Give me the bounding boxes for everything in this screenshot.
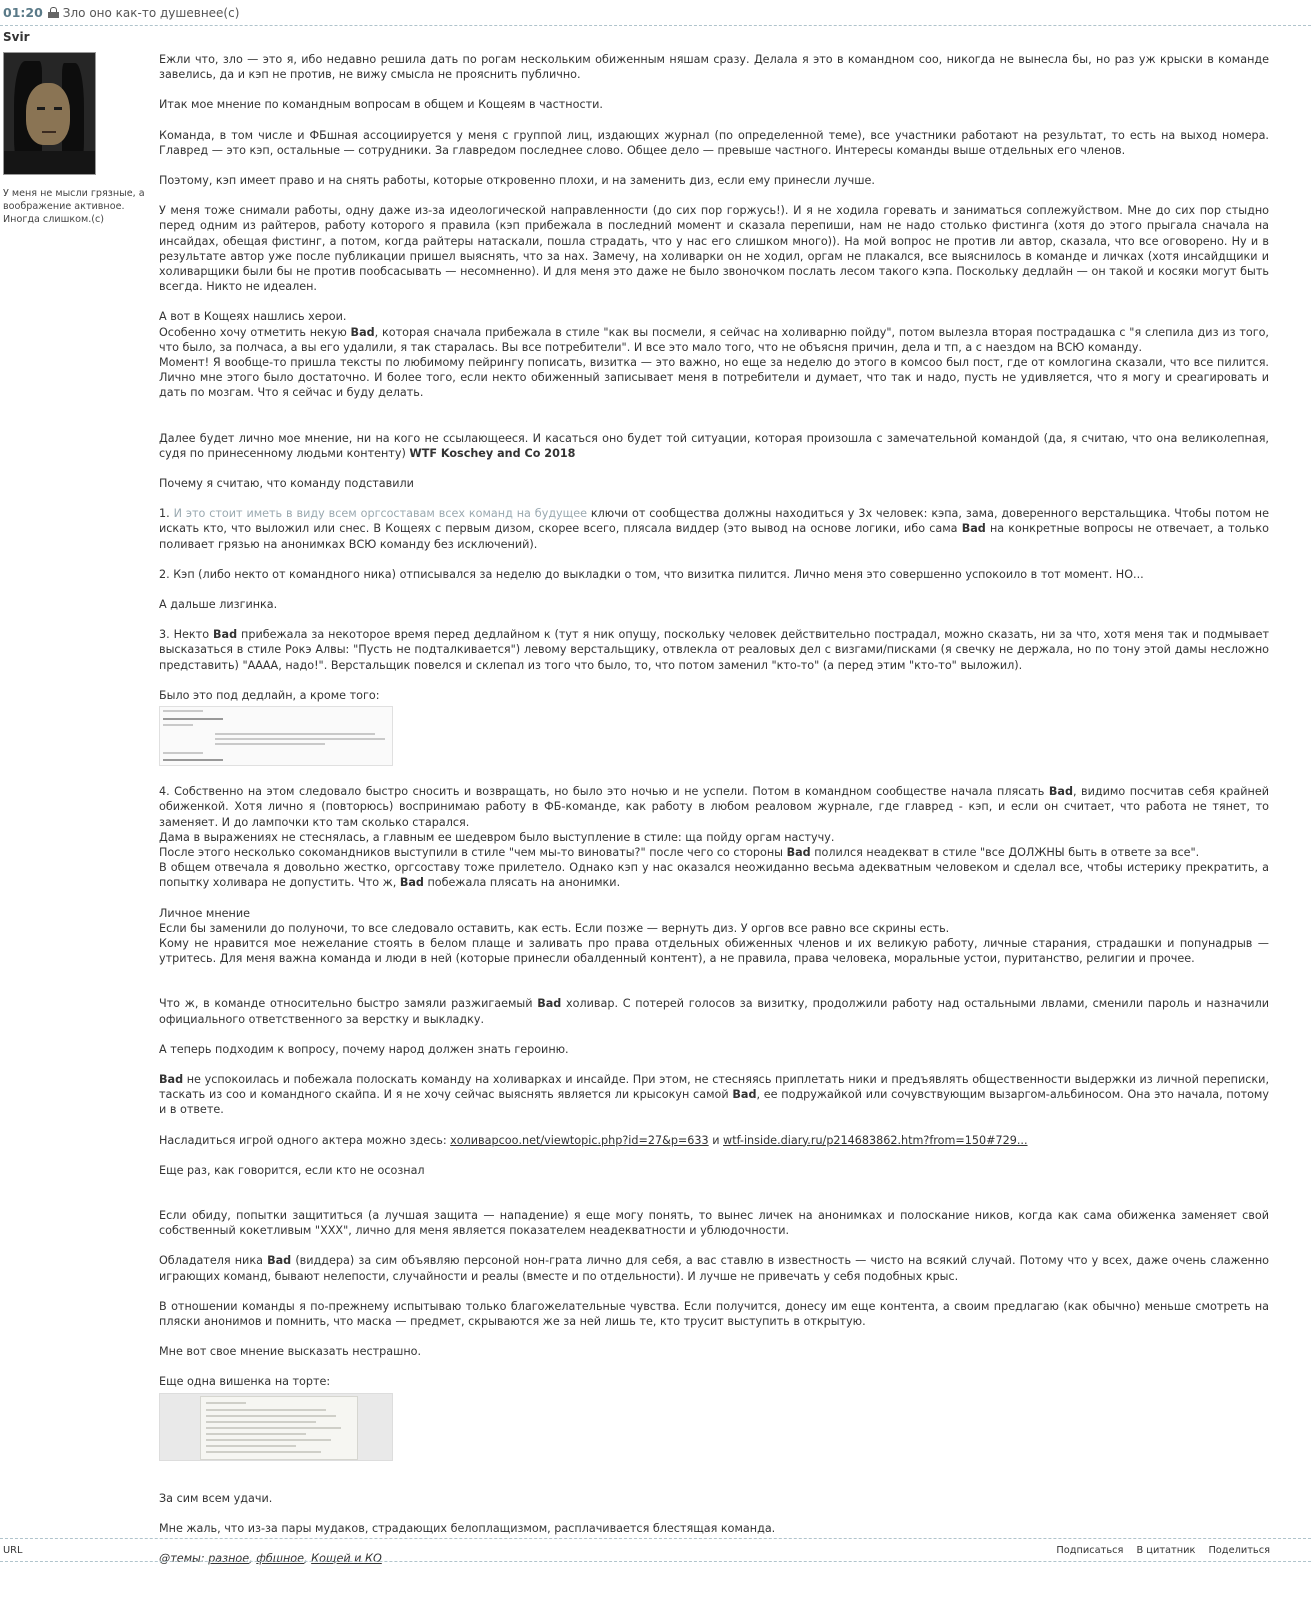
paragraph: Если бы заменили до полуночи, то все следовало оставить, как есть. Если позже — вернуть диз. У оргов все равно все скрины есть. (159, 921, 950, 935)
paragraph: Мне вот свое мнение высказать нестрашно. (159, 1345, 422, 1359)
paragraph: А дальше лизгинка. (159, 598, 278, 612)
paragraph: Насладиться игрой одного актера можно здесь: холиварсоо.net/viewtopic.php?id=27&p=633 и wtf-inside.diary.ru/p214683862.htm?from=150#729... (159, 1133, 1028, 1147)
url-link[interactable]: URL (3, 1545, 23, 1556)
paragraph: 1. И это стоит иметь в виду всем оргсоставам всех команд на будущее ключи от сообщества должны находиться у 3х человек: кэпа, зама, доверенного верстальщика. Чтобы потом не искать кто, что выложил или снес. В Кощеях с первым дизом, скорее всего, плясала виддер (это вывод на основе логики, ибо сама Bad на конкретные вопросы не отвечает, а только поливает грязью на анонимках ВСЮ команду без исключений). (159, 507, 1269, 551)
paragraph: Еще раз, как говорится, если кто не осознал (159, 1163, 425, 1177)
post-actions (1056, 1545, 1270, 1556)
paragraph: У меня тоже снимали работы, одну даже из-за идеологической направленности (до сих пор горжусь!). И я не ходила горевать и заниматься соплежуйством. Мне до сих пор стыдно перед одним из райтеров, работу которого я правила (кэп прибежала в последний момент и сказала перепиши, нам не надо столько фистинга (хотя до этого прыгала сначала на инсайдах, обещая фистинг, а потом, когда райтеры натаскали, пошла страдать, что у нас его слишком много)). На мой вопрос не против ли автор, сказала, что все оговорено. Ну и в результате автор уже после публикации пришел выяснять, что за нах. Замечу, на холиварки он не ходил, оргам не плакался, все выяснилось в команде и личках (хотя инсайдщики и холиварщики были бы не против пообсасывать — несомненно). И для меня это даже не было звоночком послать лесом такого кэпа. Поскольку дедлайн — он такой и косяки могут быть всегда. Никто не идеален. (159, 204, 1269, 294)
paragraph: Команда, в том числе и ФБшная ассоциируется у меня с группой лиц, издающих журнал (по определенной теме), все участники работают на результат, то есть на выход номера. Главред — это кэп, остальные — сотрудники. За главредом последнее слово. Общее дело — превыше частного. Интересы команды выше отдельных его членов. (159, 128, 1269, 157)
paragraph: Итак мое мнение по командным вопросам в общем и Кощеям в частности. (159, 98, 603, 112)
author-column (3, 30, 153, 226)
link-holivar[interactable]: холиварсоо.net/viewtopic.php?id=27&p=633 (450, 1133, 709, 1147)
muted-note: И это стоит иметь в виду всем оргсоставам всех команд на будущее (173, 507, 587, 521)
paragraph: Момент! Я вообще-то пришла тексты по любимому пейрингу пописать, визитка — это важно, но еще за неделю до этого в комсоо был пост, где от комлогина сказали, что все пилится. Лично мне этого было достаточно. И более того, если некто обиженный записывает меня в потребители и думает, что так и надо, пусть не удивляется, что я могу и среагировать и дать по мозгам. Что я сейчас и буду делать. (159, 356, 1269, 400)
paragraph: Обладателя ника Bad (виддера) за сим объявляю персоной нон-грата лично для себя, а вас ставлю в известность — чисто на всякий случай. Потому что у всех, даже очень слаженно играющих команд, бывают нелепости, случайности и реалы (вместе и по отдельности). И лучше не привечать у себя подобных крыс. (159, 1254, 1269, 1283)
paragraph: Мне жаль, что из-за пары мудаков, страдающих белоплащизмом, расплачивается блестящая команда. (159, 1521, 776, 1535)
nick-bad: Bad (350, 325, 375, 339)
tags-line: @темы: разное, фбшное, Кощей и КО (159, 1551, 382, 1565)
post-title: Зло оно как-то душевнее(с) (62, 5, 240, 20)
tag-link[interactable]: разное (208, 1551, 250, 1565)
paragraph: Еще одна вишенка на торте: (159, 1375, 331, 1389)
paragraph: 4. Собственно на этом следовало быстро сносить и возвращать, но было это ночью и не успели. Потом в командном сообществе начала плясать Bad, видимо посчитав себя крайней обиженкой. Хотя лично я (повторюсь) воспринимаю работу в ФБ-команде, как работу в любом реаловом журнале, где главред - кэп, и если он считает, что работа не тянет, то заменяет. И до лампочки кто там сколько старался. (159, 785, 1269, 829)
paragraph: Дама в выражениях не стеснялась, а главным ее шедевром было выступление в стиле: ща пойду оргам настучу. (159, 830, 835, 844)
paragraph: За сим всем удачи. (159, 1491, 273, 1505)
author-name[interactable]: Svir (3, 30, 30, 44)
paragraph: В общем отвечала я довольно жестко, оргсоставу тоже прилетело. Однако кэп у нас оказался неожиданно весьма адекватным человеком и сделал все, чтобы истерику прекратить, а попытку холивара не допустить. Что ж, Bad побежала плясать на анонимки. (159, 861, 1269, 890)
share-link[interactable]: Поделиться (1208, 1545, 1270, 1556)
paragraph: В отношении команды я по-прежнему испытываю только благожелательные чувства. Если получится, донесу им еще контента, а своим предлагаю (как обычно) меньше смотреть на пляски анонимов и помнить, что маска — предмет, скрываются же за ней лишь те, кто трусит выступить в открытую. (159, 1299, 1269, 1328)
paragraph: После этого несколько сокомандников выступили в стиле "чем мы-то виноваты?" после чего со стороны Bad полился неадекват в стиле "все ДОЛЖНЫ быть в ответе за все". (159, 845, 1200, 859)
paragraph: 2. Кэп (либо некто от командного ника) отписывался за неделю до выкладки о том, что визитка пилится. Лично меня это совершенно успокоило в тот момент. НО... (159, 567, 1144, 581)
tag-link[interactable]: Кощей и КО (311, 1551, 382, 1565)
screenshot-thumbnail[interactable] (159, 706, 393, 766)
subscribe-link[interactable]: Подписаться (1056, 1545, 1124, 1556)
paragraph: Далее будет лично мое мнение, ни на кого не ссылающееся. И касаться оно будет той ситуации, которая произошла с замечательной командой (да, я считаю, что она великолепная, судя по принесенному людьми контенту) WTF Koschey and Co 2018 (159, 431, 1269, 460)
paragraph: А теперь подходим к вопросу, почему народ должен знать героиню. (159, 1042, 569, 1056)
lock-icon (48, 7, 59, 18)
screenshot-thumbnail[interactable] (159, 1393, 393, 1461)
post-header (0, 0, 1311, 26)
paragraph: Если обиду, попытки защититься (а лучшая защита — нападение) я еще могу понять, то вынес личек на анонимках и полоскание ников, когда как сама обиженка заменяет свой собственный кокетливым "ХХХ", лично для меня является показателем неадекватности и ублюдочности. (159, 1208, 1269, 1238)
paragraph: А вот в Кощеях нашлись херои. (159, 310, 347, 324)
post-footer (0, 1538, 1311, 1562)
avatar[interactable] (3, 52, 96, 175)
paragraph: 3. Некто Bad прибежала за некоторое время перед дедлайном к (тут я ник опущу, поскольку человек действительно пострадал, можно сказать, ни за что, хотя меня так и подмывает высказаться в стиле Рокэ Алвы: "Пусть не подталкивается") левому верстальщику, отвлекла от реаловых дел с визгами/писками (я свечку не держала, но по тону этой дамы несложно представить) "АААА, надо!". Верстальщик повелся и склепал из того что было, то, что потом заменил "кто-то" (а перед этим "кто-то" выложил). (159, 628, 1270, 672)
tag-link[interactable]: фбшное (256, 1551, 305, 1565)
paragraph: Что ж, в команде относительно быстро замяли разжигаемый Bad холивар. С потерей голосов за визитку, продолжили работу над остальными лвлами, сменили пароль и назначили официального ответственного за верстку и выкладку. (159, 997, 1269, 1026)
paragraph: Личное мнение (159, 906, 250, 920)
quote-link[interactable]: В цитатник (1136, 1545, 1196, 1556)
post-time[interactable]: 01:20 (3, 5, 43, 20)
paragraph: Bad не успокоилась и побежала полоскать команду на холиварках и инсайде. При этом, не стесняясь приплетать ники и предъявлять общественности выдержки из личной переписки, таскать из соо и командного скайпа. И я не хочу сейчас выяснять является ли крысокун самой Bad, ее подружайкой или сочувствующим вызаргом-альбиносом. Она это начала, потому и в ответе. (159, 1072, 1269, 1117)
author-quote: У меня не мысли грязные, а воображение активное. Иногда слишком.(с) (3, 188, 145, 225)
team-name: WTF Koschey and Co 2018 (409, 446, 576, 460)
paragraph: Было это под дедлайн, а кроме того: (159, 688, 380, 702)
paragraph: Поэтому, кэп имеет право и на снять работы, которые откровенно плохи, и на заменить диз, если ему принесли лучше. (159, 174, 875, 188)
paragraph: Кому не нравится мое нежелание стоять в белом плаще и заливать про права отдельных обиженных членов и их великую работу, личные старания, страдашки и попунадрыв — утритесь. Для меня важна команда и люди в ней (которые принесли обалденный контент), а не правила, права человека, моральные устои, пуританство, религии и прочее. (159, 936, 1269, 966)
link-wtf-inside[interactable]: wtf-inside.diary.ru/p214683862.htm?from=150#729... (723, 1133, 1028, 1147)
paragraph: Ежли что, зло — это я, ибо недавно решила дать по рогам нескольким обиженным няшам сразу. Делала я это в командном соо, никогда не вынесла бы, но раз уж крыски в команде завелись, да и кэп не против, не вижу смысла не прояснить публично. (159, 53, 1269, 82)
paragraph: Почему я считаю, что команду подставили (159, 477, 414, 491)
paragraph: Особенно хочу отметить некую Bad, которая сначала прибежала в стиле "как вы посмели, я сейчас на холиварню пойду", потом вылезла вторая пострадашка с "я слепила диз из того, что было, за полчаса, а вы его удалили, я так старалась. Вы все потребители". И все это мало того, что не объясня причин, дела и тп, а с наездом на ВСЮ команду. (159, 325, 1269, 354)
post-body (159, 52, 1269, 1581)
